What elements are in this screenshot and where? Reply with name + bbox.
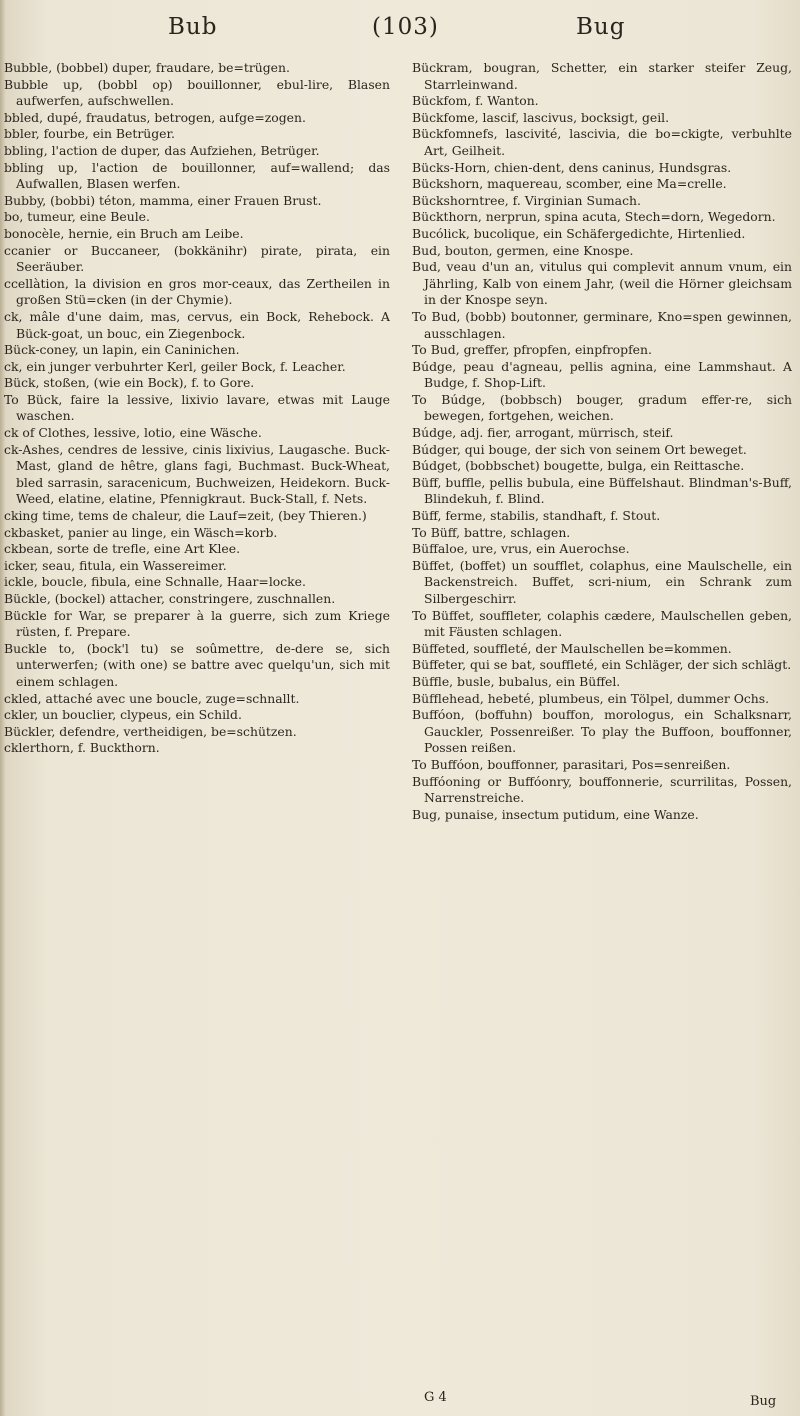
dictionary-entry: Büffeted, souffleté, der Maulschellen be=kommen. bbox=[412, 640, 732, 656]
dictionary-entry: Bud, bouton, germen, eine Knospe. bbox=[412, 242, 634, 258]
dictionary-entry: bbling, l'action de duper, das Aufziehen, Betrüger. bbox=[4, 142, 320, 158]
dictionary-entry: Büffle, busle, bubalus, ein Büffel. bbox=[412, 673, 621, 689]
dictionary-entry: Bücks-Horn, chien-dent, dens caninus, Hundsgras. bbox=[412, 159, 732, 175]
dictionary-entry: To Büffet, souffleter, colaphis cædere, Maulschellen geben, mit Fäusten schlagen. bbox=[412, 607, 792, 640]
dictionary-entry: Büfflehead, hebeté, plumbeus, ein Tölpel, dummer Ochs. bbox=[412, 690, 770, 706]
dictionary-entry: Büffet, (boffet) un soufflet, colaphus, eine Maulschelle, ein Backenstreich. Buffet, scri-nium, ein Schrank zum Silbergeschirr. bbox=[412, 557, 792, 606]
dictionary-entry: ck, ein junger verbuhrter Kerl, geiler Bock, f. Leacher. bbox=[4, 358, 346, 374]
dictionary-entry: Buckle to, (bock'l tu) se soûmettre, de-dere se, sich unterwerfen; (with one) se battre avec quelqu'un, sich mit einem schlagen. bbox=[4, 640, 390, 689]
dictionary-entry: Buffóoning or Buffóonry, bouffonnerie, scurrilitas, Possen, Narrenstreiche. bbox=[412, 773, 792, 806]
dictionary-entry: Bug, punaise, insectum putidum, eine Wanze. bbox=[412, 806, 699, 822]
dictionary-entry: cklerthorn, f. Buckthorn. bbox=[4, 740, 160, 756]
dictionary-entry: bbling up, l'action de bouillonner, auf=wallend; das Aufwallen, Blasen werfen. bbox=[4, 159, 390, 192]
dictionary-entry: Bückram, bougran, Schetter, ein starker steifer Zeug, Starrleinwand. bbox=[412, 60, 792, 92]
right-running-head: Bug bbox=[576, 14, 626, 40]
dictionary-entry: Búdger, qui bouge, der sich von seinem Ort beweget. bbox=[412, 441, 747, 457]
dictionary-entry: ckbean, sorte de trefle, eine Art Klee. bbox=[4, 541, 241, 557]
dictionary-entry: Bückthorn, nerprun, spina acuta, Stech=dorn, Wegedorn. bbox=[412, 209, 776, 225]
dictionary-entry: Büff, ferme, stabilis, standhaft, f. Stout. bbox=[412, 508, 661, 524]
page-number: (103) bbox=[372, 14, 439, 40]
dictionary-entry: Bud, veau d'un an, vitulus qui complevit annum vnum, ein Jährling, Kalb von einem Jahr, (weil die Hörner gleichsam in der Knospe seyn. bbox=[412, 259, 792, 308]
dictionary-entry: Bückfom, f. Wanton. bbox=[412, 93, 539, 109]
dictionary-entry: bbler, fourbe, ein Betrüger. bbox=[4, 126, 175, 142]
dictionary-entry: Büffaloe, ure, vrus, ein Auerochse. bbox=[412, 541, 630, 557]
dictionary-entry: To Búdge, (bobbsch) bouger, gradum effer-re, sich bewegen, fortgehen, weichen. bbox=[412, 391, 792, 424]
dictionary-entry: icker, seau, fitula, ein Wassereimer. bbox=[4, 557, 227, 573]
dictionary-entry: ckled, attaché avec une boucle, zuge=schnallt. bbox=[4, 690, 300, 706]
dictionary-entry: Búdge, peau d'agneau, pellis agnina, eine Lammshaut. A Budge, f. Shop-Lift. bbox=[412, 358, 792, 391]
dictionary-entry: ck of Clothes, lessive, lotio, eine Wäsche. bbox=[4, 425, 262, 441]
dictionary-entry: Bückle, (bockel) attacher, constringere, zuschnallen. bbox=[4, 591, 336, 606]
dictionary-entry: bo, tumeur, eine Beule. bbox=[4, 209, 150, 225]
dictionary-entry: Búdget, (bobbschet) bougette, bulga, ein Reittasche. bbox=[412, 458, 745, 474]
page-header bbox=[0, 14, 800, 58]
dictionary-entry: Bubble up, (bobbl op) bouillonner, ebul-lire, Blasen aufwerfen, aufschwellen. bbox=[4, 76, 390, 109]
text-columns bbox=[0, 60, 800, 1400]
dictionary-entry: cking time, tems de chaleur, die Lauf=zeit, (bey Thieren.) bbox=[4, 508, 367, 524]
dictionary-entry: Bucólick, bucolique, ein Schäfergedichte, Hirtenlied. bbox=[412, 225, 746, 241]
dictionary-entry: ckler, un bouclier, clypeus, ein Schild. bbox=[4, 707, 242, 723]
signature-mark: G 4 bbox=[424, 1390, 447, 1405]
dictionary-entry: Bückshorntree, f. Virginian Sumach. bbox=[412, 192, 641, 208]
dictionary-entry: Bück, stoßen, (wie ein Bock), f. to Gore. bbox=[4, 375, 255, 391]
dictionary-entry: To Bud, greffer, pfropfen, einpfropfen. bbox=[412, 342, 652, 358]
dictionary-entry: Bückfomnefs, lascivité, lascivia, die bo=ckigte, verbuhlte Art, Geilheit. bbox=[412, 126, 792, 158]
dictionary-entry: Büff, buffle, pellis bubula, eine Büffelshaut. Blindman's-Buff, Blindekuh, f. Blind. bbox=[412, 474, 792, 507]
dictionary-entry: To Bück, faire la lessive, lixivio lavare, etwas mit Lauge waschen. bbox=[4, 391, 390, 424]
dictionary-entry: ccanier or Buccaneer, (bokkänihr) pirate, pirata, ein Seeräuber. bbox=[4, 242, 390, 275]
dictionary-entry: To Büff, battre, schlagen. bbox=[412, 524, 571, 540]
dictionary-entry: Büffeter, qui se bat, souffleté, ein Schläger, der sich schlägt. bbox=[412, 657, 792, 673]
dictionary-entry: To Buffóon, bouffonner, parasitari, Pos=senreißen. bbox=[412, 756, 731, 772]
dictionary-entry: bonocèle, hernie, ein Bruch am Leibe. bbox=[4, 225, 244, 241]
dictionary-entry: Bück-coney, un lapin, ein Caninichen. bbox=[4, 342, 240, 358]
dictionary-entry: ckbasket, panier au linge, ein Wäsch=korb. bbox=[4, 524, 278, 540]
dictionary-entry: ck, mâle d'une daim, mas, cervus, ein Bock, Rehebock. A Bück-goat, un bouc, ein Ziegenbock. bbox=[4, 308, 390, 341]
dictionary-entry: Bückshorn, maquereau, scomber, eine Ma=crelle. bbox=[412, 176, 727, 192]
dictionary-entry: bbled, dupé, fraudatus, betrogen, aufge=zogen. bbox=[4, 109, 306, 125]
dictionary-entry: ck-Ashes, cendres de lessive, cinis lixivius, Laugasche. Buck-Mast, gland de hêtre, glans fagi, Buchmast. Buck-Wheat, bled sarrasin, saracenicum, Buchweizen, Heidekorn. Buck-Weed, elatine, elatine, Pfennigkraut. Buck-Stall, f. Nets. bbox=[4, 441, 390, 507]
dictionary-entry: Búdge, adj. fier, arrogant, mürrisch, steif. bbox=[412, 425, 674, 441]
dictionary-entry: Bückler, defendre, vertheidigen, be=schützen. bbox=[4, 723, 297, 739]
dictionary-entry: Bückfome, lascif, lascivus, bocksigt, geil. bbox=[412, 109, 670, 125]
right-column bbox=[412, 60, 792, 1400]
dictionary-entry: To Bud, (bobb) boutonner, germinare, Kno=spen gewinnen, ausschlagen. bbox=[412, 308, 792, 341]
left-running-head: Bub bbox=[168, 14, 218, 40]
catchword: Bug bbox=[750, 1394, 777, 1409]
left-column bbox=[4, 60, 390, 1400]
dictionary-entry: Bubble, (bobbel) duper, fraudare, be=trügen. bbox=[4, 60, 290, 75]
dictionary-entry: Bückle for War, se preparer à la guerre, sich zum Kriege rüsten, f. Prepare. bbox=[4, 607, 390, 640]
dictionary-entry: ccellàtion, la division en gros mor-ceaux, das Zertheilen in großen Stü=cken (in der Chymie). bbox=[4, 275, 390, 308]
dictionary-entry: Bubby, (bobbi) téton, mamma, einer Frauen Brust. bbox=[4, 192, 322, 208]
dictionary-entry: Buffóon, (boffuhn) bouffon, morologus, ein Schalksnarr, Gauckler, Possenreißer. To play the Buffoon, bouffonner, Possen reißen. bbox=[412, 707, 792, 756]
dictionary-entry: ickle, boucle, fibula, eine Schnalle, Haar=locke. bbox=[4, 574, 306, 590]
